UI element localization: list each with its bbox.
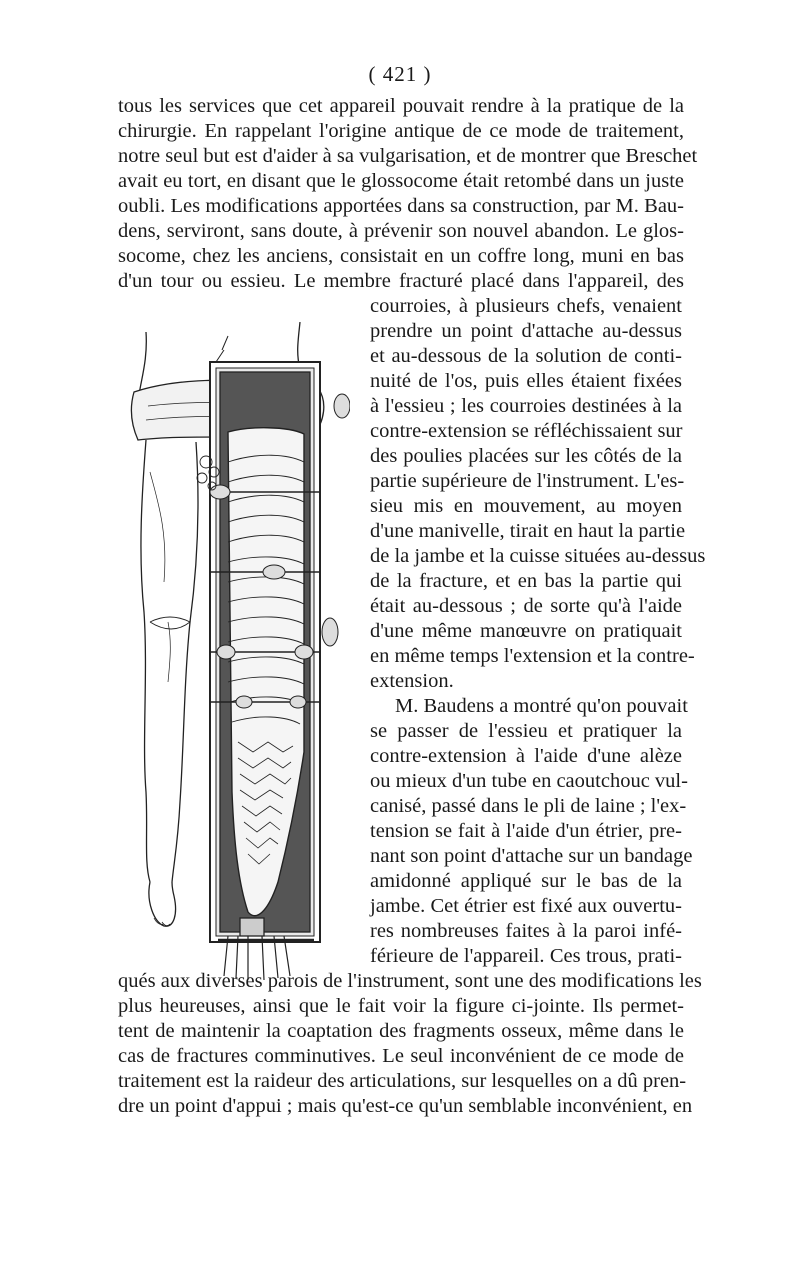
text-line: férieure de l'appareil. Ces trous, prati- xyxy=(370,945,682,967)
foot-stirrup xyxy=(240,918,264,936)
glossocome-engraving xyxy=(128,322,350,992)
text-line: tent de maintenir la coaptation des fragments osseux, même dans le xyxy=(118,1020,684,1042)
text-line: à l'essieu ; les courroies destinées à la xyxy=(370,395,682,417)
text-line: res nombreuses faites à la paroi infé- xyxy=(370,920,682,942)
text-line: avait eu tort, en disant que le glossocome était retombé dans un juste xyxy=(118,170,684,192)
text-line: chirurgie. En rappelant l'origine antique de ce mode de traitement, xyxy=(118,120,684,142)
text-line: sieu mis en mouvement, au moyen xyxy=(370,495,682,517)
page-number: ( 421 ) xyxy=(368,62,432,86)
free-leg-outline xyxy=(141,440,150,882)
glossocome-illustration xyxy=(128,322,350,992)
text-line: tension se fait à l'aide d'un étrier, pre- xyxy=(370,820,682,842)
text-line: tous les services que cet appareil pouvait rendre à la pratique de la xyxy=(118,95,684,117)
text-line: dens, serviront, sans doute, à prévenir son nouvel abandon. Le glos- xyxy=(118,220,684,242)
text-line: nant son point d'attache sur un bandage xyxy=(370,845,693,867)
text-line: jambe. Cet étrier est fixé aux ouvertu- xyxy=(370,895,682,917)
text-line: ou mieux d'un tube en caoutchouc vul- xyxy=(370,770,688,792)
text-line: extension. xyxy=(370,670,454,692)
text-line: notre seul but est d'aider à sa vulgarisation, et de montrer que Breschet xyxy=(118,145,698,167)
text-line: qués aux diverses parois de l'instrument, sont une des modifications les xyxy=(118,970,702,992)
text-line: d'une manivelle, tirait en haut la partie xyxy=(370,520,686,542)
text-line: de la fracture, et en bas la partie qui xyxy=(370,570,682,592)
text-line: cas de fractures comminutives. Le seul inconvénient de ce mode de xyxy=(118,1045,684,1067)
text-line: plus heureuses, ainsi que le fait voir la figure ci-jointe. Ils permet- xyxy=(118,995,684,1017)
text-line: contre-extension se réfléchissaient sur xyxy=(370,420,683,442)
text-line: était au-dessous ; de sorte qu'à l'aide xyxy=(370,595,682,617)
text-line: courroies, à plusieurs chefs, venaient xyxy=(370,295,682,317)
text-line: partie supérieure de l'instrument. L'es- xyxy=(370,470,685,492)
text-line: socome, chez les anciens, consistait en un coffre long, muni en bas xyxy=(118,245,684,267)
text-line: traitement est la raideur des articulations, sur lesquelles on a dû pren- xyxy=(118,1070,687,1092)
text-line: de la jambe et la cuisse situées au-dessus xyxy=(370,545,706,567)
text-line: d'un tour ou essieu. Le membre fracturé placé dans l'appareil, des xyxy=(118,270,684,292)
text-line: d'une même manœuvre on pratiquait xyxy=(370,620,682,642)
text-line: et au-dessous de la solution de conti- xyxy=(370,345,682,367)
text-line: des poulies placées sur les côtés de la xyxy=(370,445,682,467)
text-line: en même temps l'extension et la contre- xyxy=(370,645,695,667)
text-line: amidonné appliqué sur le bas de la xyxy=(370,870,682,892)
text-line: canisé, passé dans le pli de laine ; l'ex- xyxy=(370,795,687,817)
text-line: oubli. Les modifications apportées dans sa construction, par M. Bau- xyxy=(118,195,684,217)
text-line: M. Baudens a montré qu'on pouvait xyxy=(395,695,688,717)
text-line: se passer de l'essieu et pratiquer la xyxy=(370,720,682,742)
text-line: prendre un point d'attache au-dessus xyxy=(370,320,682,342)
text-line: dre un point d'appui ; mais qu'est-ce qu'un semblable inconvénient, en xyxy=(118,1095,693,1117)
text-line: contre-extension à l'aide d'une alèze xyxy=(370,745,682,767)
text-line: nuité de l'os, puis elles étaient fixées xyxy=(370,370,682,392)
